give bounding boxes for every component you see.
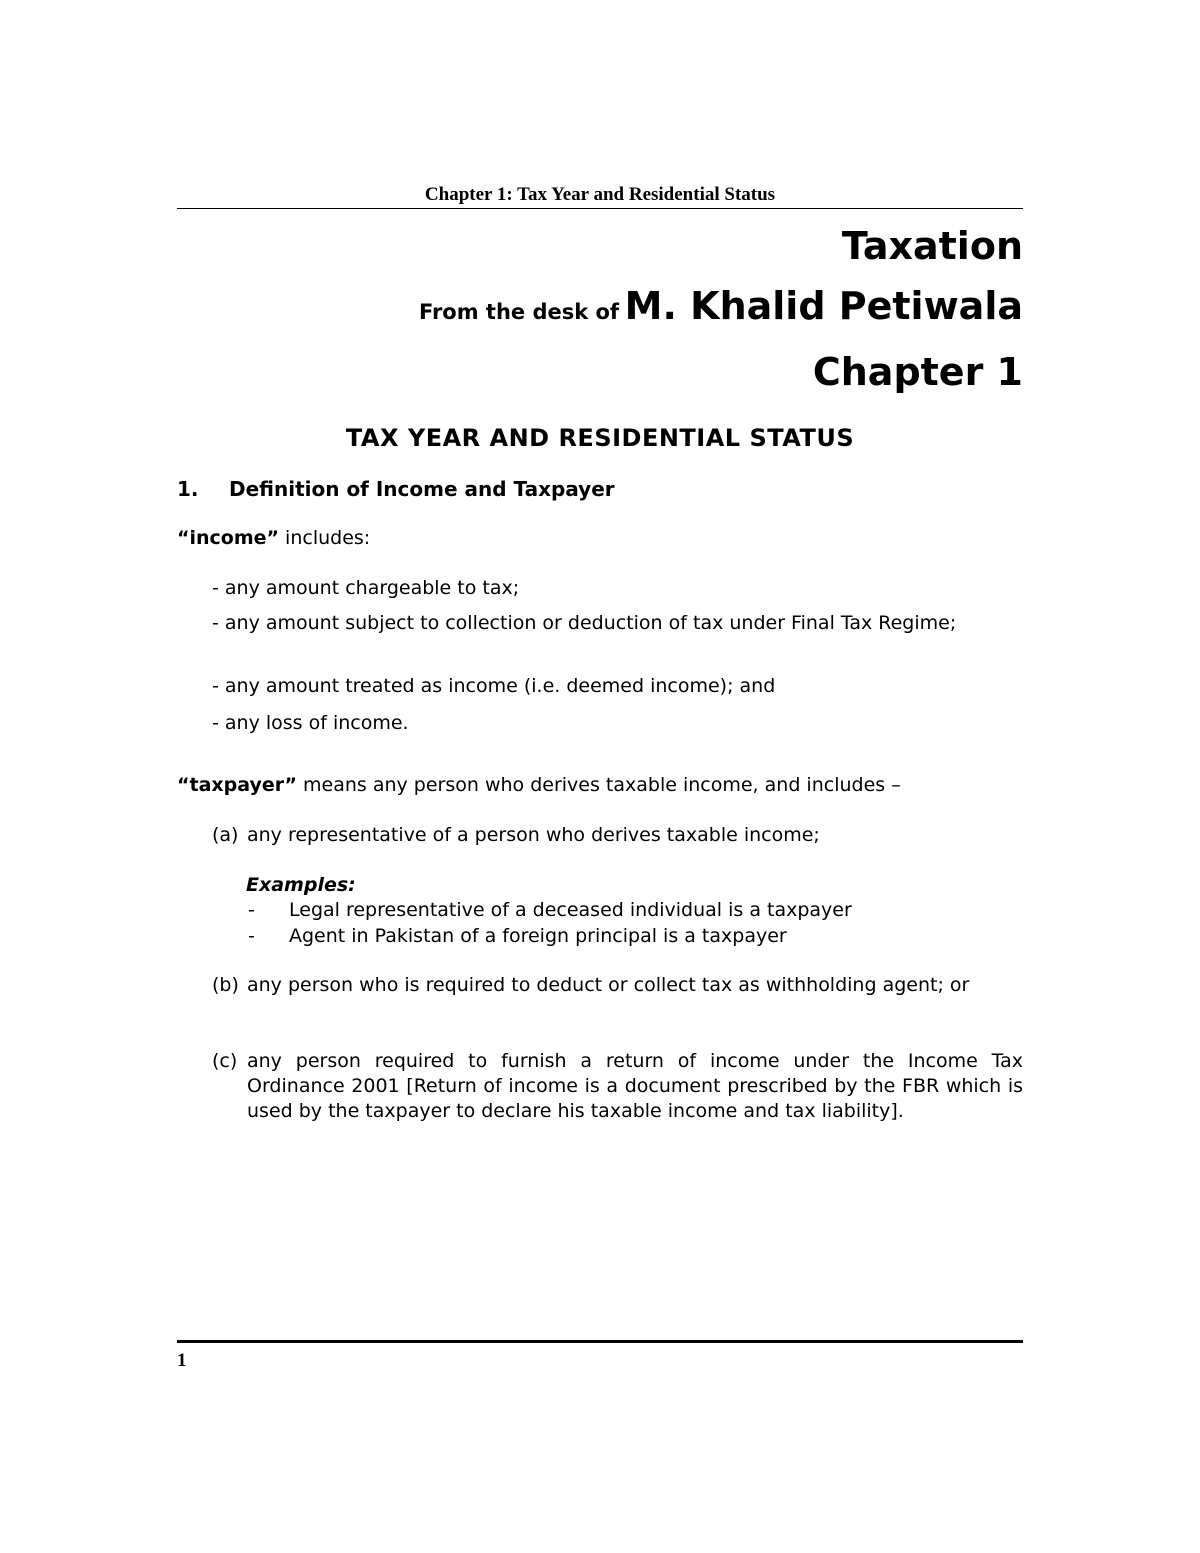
list-item: - any loss of income. xyxy=(212,712,409,734)
list-item: - any amount treated as income (i.e. deemed income); and xyxy=(212,675,776,697)
clause-text: any representative of a person who derives taxable income; xyxy=(247,824,820,846)
examples-label xyxy=(246,872,356,898)
author-prefix: From the desk of xyxy=(418,300,620,324)
taxpayer-definition xyxy=(177,772,901,798)
example-item xyxy=(248,924,988,949)
examples-label-text: Examples: xyxy=(246,874,356,896)
taxpayer-term: “taxpayer” xyxy=(177,774,297,796)
clause-text: any person who is required to deduct or collect tax as withholding agent; or xyxy=(247,974,970,996)
clause-text: any person required to furnish a return of income under the Income Tax Ordinance 2001 [Return of income is a document prescribed by the FBR which is used by the taxpayer to declare his taxable income and tax liability]. xyxy=(247,1050,1023,1122)
author-line xyxy=(177,282,1023,338)
example-text: Legal representative of a deceased individual is a taxpayer xyxy=(289,899,852,921)
list-item: - any amount subject to collection or deduction of tax under Final Tax Regime; xyxy=(212,612,957,634)
section-heading: TAX YEAR AND RESIDENTIAL STATUS xyxy=(345,424,855,452)
header-rule xyxy=(177,208,1023,209)
footer-rule xyxy=(177,1340,1023,1343)
subheading-number: 1. xyxy=(177,477,199,501)
list-item: - any amount chargeable to tax; xyxy=(212,577,520,599)
subheading xyxy=(177,477,615,501)
example-item xyxy=(248,898,988,923)
example-text: Agent in Pakistan of a foreign principal is a taxpayer xyxy=(289,925,787,947)
page-number: 1 xyxy=(177,1350,187,1371)
income-term: “income” xyxy=(177,527,280,549)
running-header: Chapter 1: Tax Year and Residential Status xyxy=(424,184,776,205)
clause-marker: (a) xyxy=(212,824,239,846)
example-bullet: - xyxy=(248,925,255,947)
author-name: M. Khalid Petiwala xyxy=(624,284,1023,328)
clause-marker: (c) xyxy=(212,1050,238,1072)
income-definition xyxy=(177,525,370,551)
clause-marker: (b) xyxy=(212,974,239,996)
example-bullet: - xyxy=(248,899,255,921)
clause-c xyxy=(212,1049,1023,1124)
clause-a xyxy=(212,823,1023,848)
income-lead: includes: xyxy=(279,527,371,549)
chapter-label: Chapter 1 xyxy=(812,350,1023,394)
subheading-text: Definition of Income and Taxpayer xyxy=(229,477,615,501)
taxpayer-lead: means any person who derives taxable income, and includes – xyxy=(296,774,901,796)
clause-b xyxy=(212,973,1023,998)
title-block xyxy=(177,222,1023,396)
document-title: Taxation xyxy=(841,224,1023,268)
